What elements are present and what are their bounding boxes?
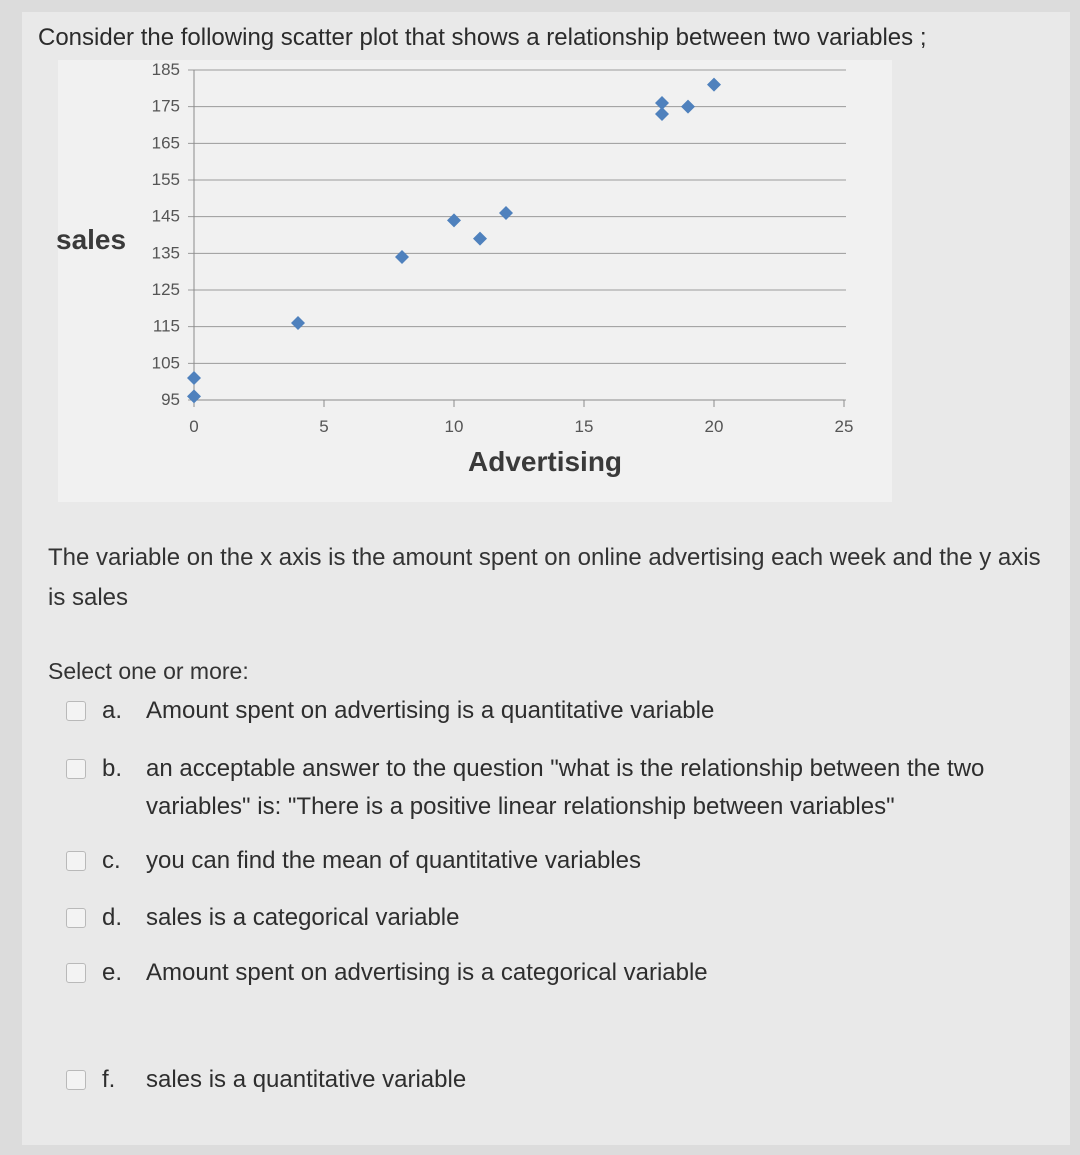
x-tick-label: 20 <box>704 417 724 436</box>
x-tick-label: 25 <box>834 417 854 436</box>
option-text: Amount spent on advertising is a quantitative variable <box>146 697 715 724</box>
y-tick-label: 155 <box>151 170 180 189</box>
option-letter: a. <box>102 697 123 724</box>
option-text: sales is a quantitative variable <box>146 1066 467 1093</box>
data-point <box>473 232 487 246</box>
option-text: Amount spent on advertising is a categorical variable <box>146 959 708 986</box>
data-point <box>707 78 721 92</box>
y-axis-label: sales <box>56 224 127 255</box>
data-point <box>187 389 201 403</box>
data-point <box>447 213 461 227</box>
data-point <box>187 371 201 385</box>
option-f[interactable] <box>66 1061 1066 1099</box>
data-point <box>291 316 305 330</box>
checkbox-a[interactable] <box>66 701 86 721</box>
data-point <box>499 206 513 220</box>
y-tick-label: 185 <box>151 60 180 79</box>
option-text: sales is a categorical variable <box>146 904 460 931</box>
y-tick-label: 175 <box>151 96 180 116</box>
question-text: Consider the following scatter plot that shows a relationship between two variables ; <box>38 24 927 51</box>
y-tick-label: 115 <box>152 316 180 336</box>
option-letter: c. <box>102 847 121 874</box>
x-tick-label: 10 <box>444 417 464 436</box>
y-tick-label: 135 <box>151 243 180 263</box>
option-letter: d. <box>102 904 123 931</box>
checkbox-d[interactable] <box>66 908 86 928</box>
option-a[interactable] <box>66 692 1066 730</box>
checkbox-c[interactable] <box>66 851 86 871</box>
option-text: you can find the mean of quantitative variables <box>146 847 641 874</box>
y-tick-label: 145 <box>151 206 180 226</box>
data-point <box>681 100 695 114</box>
x-tick-label: 15 <box>574 417 594 436</box>
option-d[interactable] <box>66 899 1066 937</box>
checkbox-f[interactable] <box>66 1070 86 1090</box>
scatter-chart <box>58 60 892 502</box>
x-tick-label: 0 <box>189 417 199 436</box>
option-b[interactable] <box>66 750 1046 826</box>
option-text: an acceptable answer to the question "what is the relationship between the two variables" is: "There is a positive linear relationship between variables" <box>146 755 985 820</box>
y-tick-label: 105 <box>151 353 180 373</box>
variable-description: The variable on the x axis is the amount spent on online advertising each week and the y axis is sales <box>48 544 1041 611</box>
scatter-plot-svg <box>58 60 892 502</box>
option-letter: f. <box>102 1066 116 1093</box>
data-point <box>395 250 409 264</box>
select-instruction: Select one or more: <box>48 658 249 684</box>
option-letter: e. <box>102 959 123 986</box>
y-tick-label: 165 <box>151 133 180 153</box>
data-point <box>655 107 669 121</box>
y-tick-label: 95 <box>161 390 180 409</box>
y-tick-label: 125 <box>151 280 180 299</box>
option-letter: b. <box>102 755 123 782</box>
checkbox-b[interactable] <box>66 759 86 779</box>
option-c[interactable] <box>66 842 1066 880</box>
checkbox-e[interactable] <box>66 963 86 983</box>
x-tick-label: 5 <box>319 417 329 436</box>
x-axis-label: Advertising <box>468 446 623 477</box>
option-e[interactable] <box>66 954 1066 992</box>
